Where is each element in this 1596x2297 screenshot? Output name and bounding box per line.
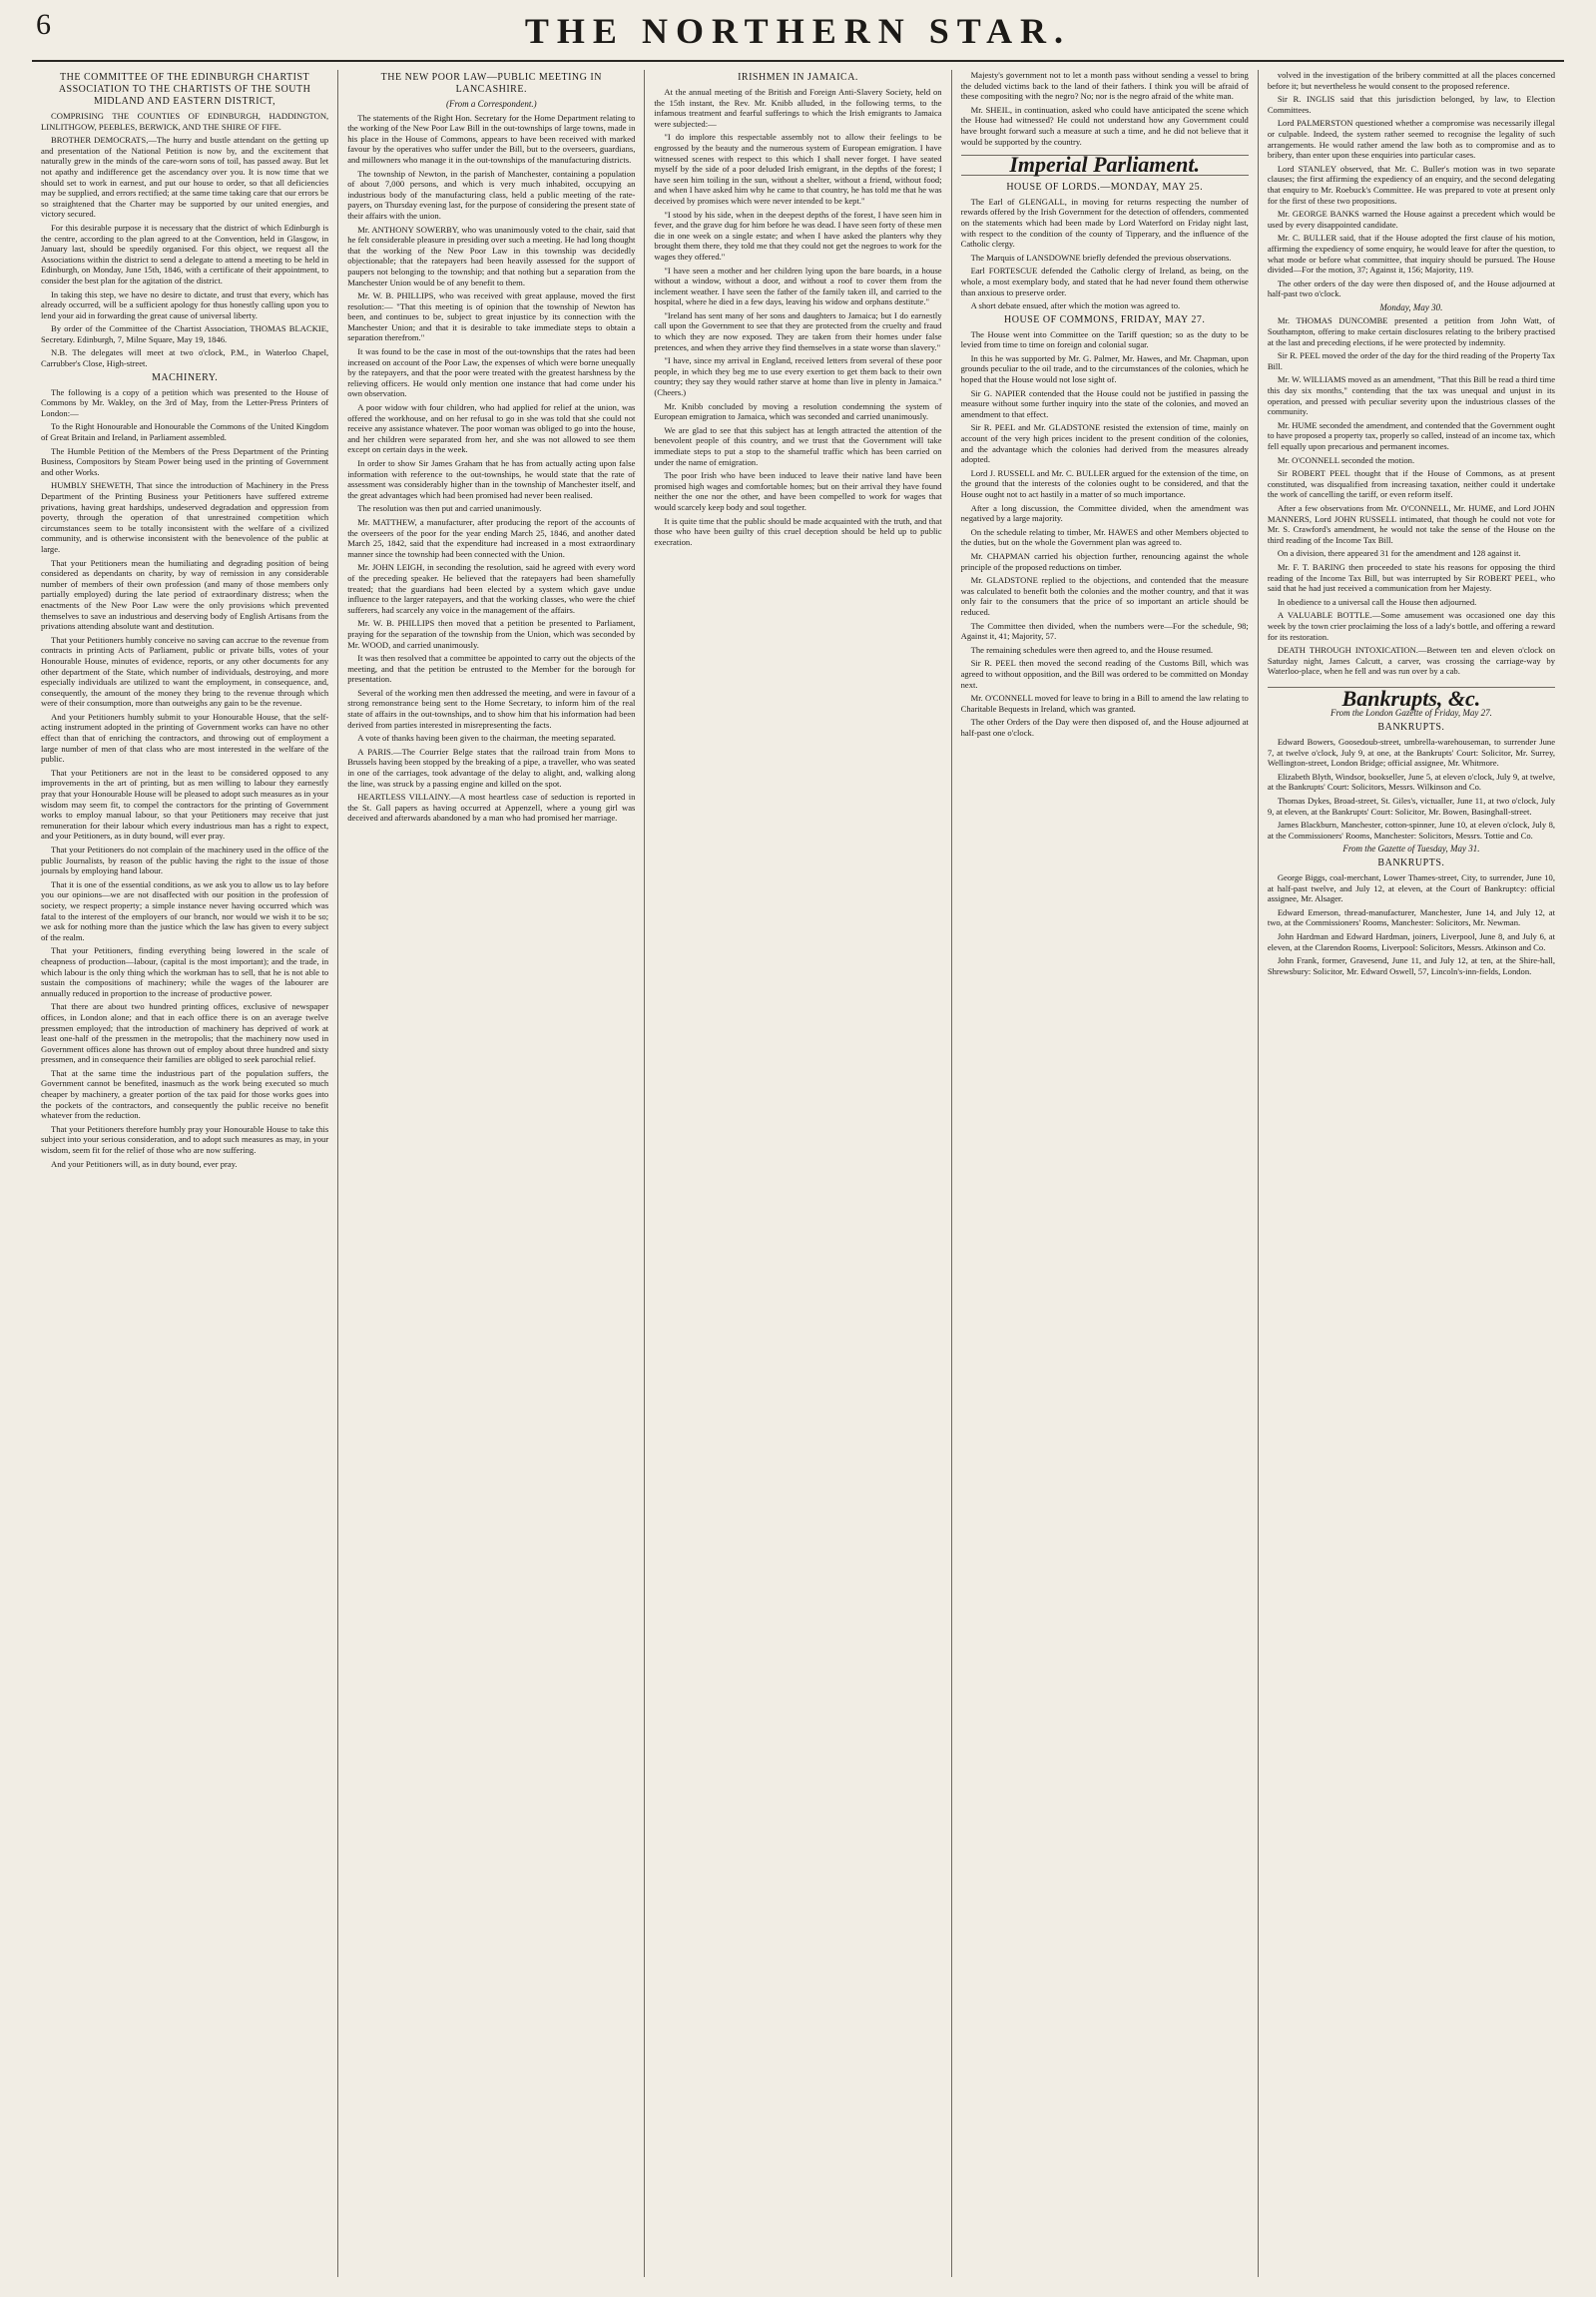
paragraph: COMPRISING THE COUNTIES OF EDINBURGH, HADDINGTON, LINLITHGOW, PEEBLES, BERWICK, AND THE SHIRE OF FIFE.: [41, 111, 329, 132]
paragraph: John Hardman and Edward Hardman, joiners, Liverpool, June 8, and July 6, at eleven, at the Clarendon Rooms, Liverpool: Solicitors, Messrs. Atkinson and Co.: [1267, 930, 1556, 952]
paragraph: "I stood by his side, when in the deepest depths of the forest, I have seen him in fever, and the grave dug for him before he was dead. I have seen forty of these men die in one week on a single estate; and when I have asked the planters why they brought them there, they told me that they could not get the negroes to work for the wages they offered.": [654, 209, 942, 262]
page-number: 6: [36, 8, 51, 41]
paragraph: By order of the Committee of the Chartist Association, THOMAS BLACKIE, Secretary. Edinburgh, 7, Milne Square, May 19, 1846.: [41, 323, 329, 344]
paragraph: The other orders of the day were then disposed of, and the House adjourned at half-past two o'clock.: [1267, 278, 1556, 299]
paragraph: Mr. JOHN LEIGH, in seconding the resolution, said he agreed with every word of the preceding speaker. He believed that the ratepayers had been shamefully treated; that the guardians had been elected by a system which gave undue influence to the larger ratepayers, and that the working classes, who were the chief sufferers, had scarcely any voice in the management of the affairs.: [347, 562, 636, 615]
paragraph: For this desirable purpose it is necessary that the district of which Edinburgh is the centre, according to the plan agreed to at the Convention, held in Glasgow, in January last, should be speedily organised. For this object, we request all the Associations within the district to send a delegate to attend a meeting to be held in Edinburgh, on Monday, June 15th, 1846, with a certificate of their appointment, to consider the best plan for the agitation of the district.: [41, 222, 329, 286]
paragraph: volved in the investigation of the bribery committed at all the places concerned before it; but nevertheless he would consent to the proposed reference.: [1267, 70, 1556, 91]
paragraph: "I do implore this respectable assembly not to allow their feelings to be engrossed by the beauty and the numerous system of European emigration. I have witnessed scenes with respect to this which I shall never forget. I have seated myself by the side of a poor deluded Irish emigrant, in the depths of the forest; I have seen him toiling in the sun, without a shelter, without a friend, without food; and when I have asked him why he came to that country, he has told me that he was deceived by promises which were never intended to be kept.": [654, 132, 942, 206]
paragraph: Thomas Dykes, Broad-street, St. Giles's, victualler, June 11, at two o'clock, July 9, at eleven, at the Bankrupts' Court: Solicitor, Mr. Bowen, Basinghall-street.: [1267, 796, 1556, 817]
paragraph: A short debate ensued, after which the motion was agreed to.: [970, 300, 1181, 311]
paragraph: That there are about two hundred printing offices, exclusive of newspaper offices, in London alone; and that in each office there is on an average twelve pressmen employed; that the introduction of machinery has deprived of work at least one-half of the pressmen in the metropolis; that the machinery now used in Government offices alone has thrown out of employ about three hundred and sixty pressmen, and in consequence their families are obliged to seek parochial relief.: [41, 1001, 329, 1065]
paragraph: That your Petitioners, finding everything being lowered in the scale of cheapness of production—labour, (capital is the most important); and the trade, in which labour is the only thing which the workman has to sell, that he is not able to sustain the compositions of machinery; while the wages of the labourer are annually reduced in proportion to the increase of productive power.: [41, 945, 329, 998]
paragraph: Mr. CHAPMAN carried his objection further, renouncing against the whole principle of the proposed reductions on timber.: [960, 550, 1249, 572]
article-columns: [32, 70, 1564, 2277]
paragraph: A VALUABLE BOTTLE.—Some amusement was occasioned one day this week by the town crier proclaiming the loss of a lady's bottle, and offering a reward for its restoration.: [1267, 610, 1556, 642]
paragraph: Sir R. PEEL and Mr. GLADSTONE resisted the extension of time, mainly on account of the very high prices incident to the present condition of the colonies, and the advantage which the colonies had derived from the measures already adopted.: [960, 422, 1249, 465]
paragraph: Mr. THOMAS DUNCOMBE presented a petition from John Watt, of Southampton, offering to make certain disclosures relating to the bribery practised at the last and preceding elections, if he were protected by indemnity.: [1267, 315, 1556, 347]
paragraph: James Blackburn, Manchester, cotton-spinner, June 10, at eleven o'clock, July 8, at the Commissioners' Rooms, Manchester: Solicitors, Messrs. Tottie and Co.: [1267, 820, 1556, 841]
paragraph: The resolution was then put and carried unanimously.: [357, 503, 542, 514]
paragraph: The statements of the Right Hon. Secretary for the Home Department relating to the working of the New Poor Law Bill in the out-townships of large towns, made in his place in the House of Commons, appears to have been received with marked favour by the operatives who suffer under the Bill, but to the overseers, guardians, and millowners who manage it in the out-townships of the manufacturing districts.: [347, 112, 636, 165]
paragraph: The remaining schedules were then agreed to, and the House resumed.: [970, 644, 1214, 655]
paragraph: That your Petitioners humbly conceive no saving can accrue to the revenue from contracts in printing Acts of Parliament, public or private bills, votes of your Honourable House, minutes of evidence, reports, or any other documents for any other department of the State, which number of individuals, destroying, and more especially individuals are utilized to want the employment, in consequence, and, consequently, the amount of the money they bring to the revenue through which were of their consumption, more than outweighs any gain to be the revenue.: [41, 634, 329, 709]
paragraph: After a long discussion, the Committee divided, when the amendment was negatived by a large majority.: [960, 502, 1249, 524]
paragraph: BROTHER DEMOCRATS,—The hurry and bustle attendant on the getting up and presentation of the National Petition is now by, and the excitement that naturally grew in the minds of the care-worn sons of toil, has passed away. But let not apathy and indifference get the ascendancy over you. It is now time that we should set to work in earnest, and put our house to order, so that all deficiencies may be supplied, and errors rectified; at the same time taking care that our errors be so straightened that the Charter may be supported by our united energies, and victory secured.: [41, 135, 329, 220]
paragraph: And your Petitioners humbly submit to your Honourable House, that the self-acting instrument adopted in the printing of Government works can have no other effect than that of enriching the contractors, and throwing out of employment a large number of men of that class who are most interested in the welfare of the public.: [41, 711, 329, 765]
section-heading: Bankrupts, &c.: [1268, 687, 1555, 705]
col-3: [645, 70, 951, 2277]
paragraph: The poor Irish who have been induced to leave their native land have been promised high wages and comfortable homes; but on their arrival they have found neither the one nor the other, and have been compelled to work for wages that would scarcely keep body and soul together.: [654, 470, 942, 512]
paragraph: That it is one of the essential conditions, as we ask you to allow us to lay before you our opinions—we are not disaffected with our position in the profession of society, we respect property; a simple instance never having occurred which was fatal to the interest of the employers of our branch, nor would we wish it to be so; we ask for nothing more than the justice which the law has given to every subject of the realm.: [41, 878, 329, 942]
paragraph: Sir ROBERT PEEL thought that if the House of Commons, as at present constituted, was disqualified from increasing taxation, neither could it undertake the work of cancelling the tariff, or even reform itself.: [1267, 468, 1556, 500]
paragraph: The Earl of GLENGALL, in moving for returns respecting the number of rewards offered by the Irish Government for the detection of offenders, commented on the statements which had been made by Lord Waterford on Friday night last, with respect to the condition of the county of Tipperary, and the influence of the Catholic clergy.: [960, 196, 1249, 250]
paragraph: Sir R. PEEL then moved the second reading of the Customs Bill, which was agreed to without opposition, and the Bill was ordered to be committed on Monday next.: [960, 658, 1249, 690]
paragraph: Mr. W. WILLIAMS moved as an amendment, "That this Bill be read a third time this day six months," contending that the tax was unequal and unjust in its operation, and pressed with peculiar severity upon the industrious classes of the community.: [1267, 374, 1556, 417]
article-heading: BANKRUPTS.: [1377, 722, 1445, 734]
paragraph: The Marquis of LANSDOWNE briefly defended the previous observations.: [970, 252, 1232, 263]
paragraph: And your Petitioners will, as in duty bound, ever pray.: [51, 1158, 238, 1169]
paragraph: The House went into Committee on the Tariff question; so as the duty to be levied from time to time on foreign and colonial sugar.: [960, 328, 1249, 350]
paragraph: At the annual meeting of the British and Foreign Anti-Slavery Society, held on the 15th instant, the Rev. Mr. Knibb alluded, in the following terms, to the infamous treatment and fearful sufferings to which the Irish emigrants to Jamaica were subjected:—: [654, 87, 942, 129]
paragraph: In obedience to a universal call the House then adjourned.: [1277, 596, 1477, 607]
paragraph: The Humble Petition of the Members of the Press Department of the Printing Business, Compositors by Steam Power being used in the printing of Government and other Works.: [41, 445, 329, 477]
paragraph: That your Petitioners are not in the least to be considered opposed to any improvements in the art of printing, but as men willing to labour they earnestly pray that your Honourable House will be pleased to adopt such measures as in your wisdom may seem fit, to compel the contractors for the printing of Government works to employ manual labour, so that your Petitioners may receive that just remuneration for their labour which every industrious man has a right to expect, and your Petitioners, as in duty bound, will ever pray.: [41, 767, 329, 842]
paragraph: To the Right Honourable and Honourable the Commons of the United Kingdom of Great Britain and Ireland, in Parliament assembled.: [41, 421, 329, 443]
sub-heading: (From a Correspondent.): [446, 99, 537, 109]
paragraph: HUMBLY SHEWETH, That since the introduction of Machinery in the Press Department of the Printing Business your Petitioners have suffered extreme privations, having great hardships, undeserved degradation and oppression from poverty, through the operation of that unrestrained competition which circumstances seem to be totally inconsistent with the welfare of a civilized community, and is otherwise inconsistent with the benevolence of the public at large.: [41, 480, 329, 554]
paragraph: The following is a copy of a petition which was presented to the House of Commons by Mr. Wakley, on the 3rd of May, from the Letter-Press Printers of London:—: [41, 386, 329, 418]
paragraph: N.B. The delegates will meet at two o'clock, P.M., in Waterloo Chapel, Carrubber's Close, High-street.: [41, 347, 329, 369]
paragraph: Mr. MATTHEW, a manufacturer, after producing the report of the accounts of the overseers of the poor for the year ending March 25, 1846, and another dated March 25, 1842, said that the expenditure had increased in a most extraordinary manner since the township had been connected with the Union.: [347, 516, 636, 559]
paragraph: Mr. GLADSTONE replied to the objections, and contended that the measure was calculated to benefit both the colonies and the mother country, and that it was only fair to the consumers that the price of so important an article should be reduced.: [960, 575, 1249, 617]
paragraph: Lord STANLEY observed, that Mr. C. Buller's motion was in two separate clauses; the first affirming the expediency of an enquiry, and the second delegating that enquiry to Mr. Roebuck's Committee. He was prepared to vote at present only for the first of these two propositions.: [1267, 163, 1556, 206]
paragraph: On the schedule relating to timber, Mr. HAWES and other Members objected to the duties, but on the whole the Government plan was agreed to.: [960, 526, 1249, 548]
col-1: [32, 70, 338, 2277]
paragraph: "Ireland has sent many of her sons and daughters to Jamaica; but I do earnestly call upon the Government to see that they are protected from the cruelty and fraud to which they are now exposed. They are taken from their homes under false pretences, and when they arrive they find themselves in a state worse than slavery.": [654, 309, 942, 352]
paragraph: George Biggs, coal-merchant, Lower Thames-street, City, to surrender, June 10, at half-past twelve, and July 12, at eleven, at the Court of Bankruptcy: official assignee, Mr. Alsager.: [1267, 872, 1556, 904]
paragraph: In order to show Sir James Graham that he has from actually acting upon false information with reference to the out-townships, he would state that the rate of assessment was considerably higher than in the township of Manchester itself, and the great advantages which had been promised had never been realised.: [347, 458, 636, 500]
paragraph: Sir G. NAPIER contended that the House could not be justified in passing the measure without some further inquiry into the state of the colonies, and moved an amendment to that effect.: [960, 387, 1249, 419]
article-heading: IRISHMEN IN JAMAICA.: [738, 72, 858, 83]
paragraph: Mr. C. BULLER said, that if the House adopted the first clause of his motion, affirming the expediency of some enquiry, he would leave for after the question, to what mode or before what committee, that inquiry should be pursued. The House divided—For the motion, 37; Against it, 156; Majority, 119.: [1267, 233, 1556, 276]
paragraph: That your Petitioners therefore humbly pray your Honourable House to take this subject into your serious consideration, and to adopt such measures as may, in your wisdom, seem fit for the relief of those who are now suffering.: [41, 1123, 329, 1156]
paragraph: Mr. Knibb concluded by moving a resolution condemning the system of European emigration to Jamaica, which was seconded and carried unanimously.: [654, 400, 942, 422]
paragraph: Edward Emerson, thread-manufacturer, Manchester, June 14, and July 12, at two, at the Commissioners' Rooms, Manchester: Solicitors, Mr. Newman.: [1267, 906, 1556, 928]
paragraph: A vote of thanks having been given to the chairman, the meeting separated.: [357, 733, 616, 744]
paragraph: Several of the working men then addressed the meeting, and were in favour of a strong remonstrance being sent to the Home Secretary, to inform him of the real state of affairs in the out-townships, and to show him that his information had been derived from parties interested in misrepresenting the facts.: [347, 687, 636, 730]
paragraph: A PARIS.—The Courrier Belge states that the railroad train from Mons to Brussels having been stopped by the breaking of a pipe, a traveller, who was seated in one of the carriages, took advantage of the delay to alight, and, walking along the line, was struck by a passing engine and killed on the spot.: [347, 746, 636, 789]
article-heading: BANKRUPTS.: [1377, 858, 1445, 868]
paragraph: In taking this step, we have no desire to dictate, and trust that every, which has already occurred, will be a sufficient apology for thus honestly calling upon you to lend your aid in forwarding the great cause of universal liberty.: [41, 288, 329, 320]
paragraph: In this he was supported by Mr. G. Palmer, Mr. Hawes, and Mr. Chapman, upon grounds peculiar to the oil trade, and to the circumstances of the colonies, which he hoped that the House would not lose sight of.: [960, 352, 1249, 385]
paragraph: Mr. W. B. PHILLIPS then moved that a petition be presented to Parliament, praying for the separation of the township from the Union, which was seconded by Mr. WOOD, and carried unanimously.: [347, 618, 636, 650]
section-heading: Imperial Parliament.: [961, 155, 1249, 176]
paragraph: That your Petitioners do not complain of the machinery used in the office of the public Journalists, by reason of the public having the right to the issue of those journals by employing hand labour.: [41, 845, 329, 876]
masthead: [32, 0, 1564, 62]
paragraph: Mr. HUME seconded the amendment, and contended that the Government ought to have proposed a property tax, properly so called, instead of an income tax, which fell equally upon precarious and permanent incomes.: [1267, 419, 1556, 451]
article-heading: THE NEW POOR LAW—PUBLIC MEETING IN LANCASHIRE.: [380, 72, 602, 95]
paragraph: DEATH THROUGH INTOXICATION.—Between ten and eleven o'clock on Saturday night, James Calcutt, a carver, was crossing the carriage-way by Waterloo-place, when he fell and was run over by a cab.: [1267, 645, 1556, 677]
paragraph: Sir R. PEEL moved the order of the day for the third reading of the Property Tax Bill.: [1267, 350, 1556, 371]
paragraph: It was then resolved that a committee be appointed to carry out the objects of the meeting, and that the petition be entrusted to the Member for the borough for presentation.: [347, 653, 636, 685]
paragraph: "I have, since my arrival in England, received letters from several of these poor people, in which they beg me to use every exertion to get them back to their own country; they say they would rather starve at home than live in plenty in Jamaica." (Cheers.): [654, 355, 942, 398]
paragraph: Earl FORTESCUE defended the Catholic clergy of Ireland, as being, on the whole, a most exemplary body, and stated that he had never found them otherwise than anxious to preserve order.: [960, 266, 1249, 297]
article-heading: MACHINERY.: [151, 371, 219, 383]
col-2: [338, 70, 645, 2277]
paragraph: Lord J. RUSSELL and Mr. C. BULLER argued for the extension of the time, on the ground that the interests of the colonies ought to be considered, and that the House ought not to act hastily in a matter of so much importance.: [960, 467, 1249, 499]
col-4: [952, 70, 1259, 2277]
paragraph: After a few observations from Mr. O'CONNELL, Mr. HUME, and Lord JOHN MANNERS, Lord JOHN RUSSELL intimated, that though he could not vote for Mr. S. Crawford's amendment, he would not take the sense of the House on the third reading of the Income Tax Bill.: [1267, 502, 1556, 545]
paragraph: It was found to be the case in most of the out-townships that the rates had been increased on account of the Poor Law, the expenses of which were borne unequally by the ratepayers, and that the poor were treated with the greatest harshness by the relieving officers. He would only mention one instance that had come under his own observation.: [347, 346, 636, 399]
paragraph: Mr. O'CONNELL seconded the motion.: [1277, 454, 1415, 465]
paragraph: "I have seen a mother and her children lying upon the bare boards, in a house without a window, without a door, and without a roof to cover them from the inclement weather. I have seen the father of the family taken ill, and carried to the hospital, where he died in a few days, leaving his widow and orphans destitute.": [654, 265, 942, 307]
paragraph: It is quite time that the public should be made acquainted with the truth, and that those who have been guilty of this cruel deception should be held up to public execration.: [654, 515, 942, 547]
paragraph: That your Petitioners mean the humiliating and degrading position of being considered as dependants on charity, by way of remission in any considerable number of members of their own profession (and many of those members only partially employed) during the late period of extraordinary distress; when the enactments of the New Poor Law were the only provisions which prevented themselves to save an industrious and deserving body of English Artisans from the privations attending absolute want and destitution.: [41, 557, 329, 632]
paragraph: John Frank, former, Gravesend, June 11, and July 12, at ten, at the Shire-hall, Shrewsbury: Solicitor, Mr. Edward Oswell, 57, Lincoln's-inn-fields, London.: [1267, 955, 1556, 976]
paragraph: The Committee then divided, when the numbers were—For the schedule, 98; Against it, 41; Majority, 57.: [960, 620, 1249, 642]
paragraph: Mr. GEORGE BANKS warned the House against a precedent which would be used by every disappointed candidate.: [1267, 209, 1556, 230]
paragraph: We are glad to see that this subject has at length attracted the attention of the benevolent people of this country, and we trust that the Government will take immediate steps to put a stop to the shameful traffic which has been carried on under the name of emigration.: [654, 424, 942, 467]
paragraph: The other Orders of the Day were then disposed of, and the House adjourned at half-past one o'clock.: [960, 717, 1249, 738]
paragraph: The township of Newton, in the parish of Manchester, containing a population of about 7,000 persons, and which is very much inhabited, occupying an industrious body of the manufacturing class, held a public meeting of the rate-payers, on Thursday evening last, for the purpose of considering the present state of their affairs with the union.: [347, 168, 636, 221]
article-heading: HOUSE OF COMMONS, FRIDAY, MAY 27.: [1004, 313, 1206, 325]
sub-heading: From the London Gazette of Friday, May 27.: [1330, 708, 1492, 719]
paragraph: Mr. F. T. BARING then proceeded to state his reasons for opposing the third reading of the Income Tax Bill, but was interrupted by Sir ROBERT PEEL, who said that he had just received a communication from her Majesty.: [1267, 561, 1556, 594]
paragraph: On a division, there appeared 31 for the amendment and 128 against it.: [1277, 548, 1521, 559]
paragraph: That at the same time the industrious part of the population suffers, the Government cannot be benefited, inasmuch as the work being executed so much cheaper by machinery, a greater portion of the tax paid for those works goes into the pockets of the contractors, and consequently the public receive no benefit whatever from the reduction.: [41, 1067, 329, 1121]
paragraph: Elizabeth Blyth, Windsor, bookseller, June 5, at eleven o'clock, July 9, at twelve, at the Bankrupts' Court: Solicitors, Messrs. Wilkinson and Co.: [1267, 771, 1556, 793]
paragraph: HEARTLESS VILLAINY.—A most heartless case of seduction is reported in the St. Gall papers as having occurred at Appenzell, where a young girl was deceived and afterwards abandoned by a man who had promised her marriage.: [347, 792, 636, 824]
paragraph: Majesty's government not to let a month pass without sending a vessel to bring the deluded victims back to the land of their fathers. I think you will be afraid of these compositing with the negro? No; nor is the negro afraid of the white man.: [960, 70, 1249, 102]
paragraph: Mr. ANTHONY SOWERBY, who was unanimously voted to the chair, said that he felt considerable pleasure in presiding over such a meeting. He had long thought that the working of the New Poor Law in this township was decidedly objectionable; that the ratepayers had been heavily assessed for the support of paupers not belonging to the township; and that nothing but a separation from the Manchester Union would be of any benefit to them.: [347, 224, 636, 287]
col-5: [1259, 70, 1564, 2277]
sub-heading: Monday, May 30.: [1379, 301, 1443, 312]
paragraph: Edward Bowers, Goosedoub-street, umbrella-warehouseman, to surrender June 7, at twelve o'clock, July 9, at one, at the Bankrupts' Court: Solicitor, Mr. Surrey, Wellington-street, London Bridge; official assignee, Mr. Whitmore.: [1267, 737, 1556, 769]
paragraph: A poor widow with four children, who had applied for relief at the union, was offered the workhouse, and on her refusal to go in she was told that she could not receive any assistance whatever. The poor woman was obliged to go into the house, and her children were separated from her, and she was not allowed to see them except on certain days in the week.: [347, 402, 636, 455]
article-heading: THE COMMITTEE OF THE EDINBURGH CHARTIST ASSOCIATION TO THE CHARTISTS OF THE SOUTH MIDLAND AND EASTERN DISTRICT,: [58, 72, 311, 107]
article-heading: HOUSE OF LORDS.—MONDAY, MAY 25.: [1006, 181, 1204, 193]
paragraph: Mr. O'CONNELL moved for leave to bring in a Bill to amend the law relating to Charitable Bequests in Ireland, which was granted.: [960, 693, 1249, 714]
paragraph: Mr. W. B. PHILLIPS, who was received with great applause, moved the first resolution:— "That this meeting is of opinion that the township of Newton has been, and continues to be, subject to great injustice by its connection with the Manchester Union; and that it is desirable to take immediate steps to obtain a separation therefrom.": [347, 290, 636, 343]
paragraph: Sir R. INGLIS said that this jurisdiction belonged, by law, to Election Committees.: [1267, 94, 1556, 115]
paragraph: Lord PALMERSTON questioned whether a compromise was necessarily illegal or culpable. Indeed, the system rather seemed to recognise the legality of such arrangements. He would rather amend the law both as to compromise and as to bribery, than enter upon these enquiries into particular cases.: [1267, 118, 1556, 161]
sub-heading: From the Gazette of Tuesday, May 31.: [1342, 844, 1480, 855]
paragraph: Mr. SHEIL, in continuation, asked who could have anticipated the scene which the House had witnessed? He could not understand how any Government could have brought forward such a measure at such a time, and he did not believe that it would be supported by the country.: [960, 104, 1249, 147]
newspaper-title: THE NORTHERN STAR.: [524, 11, 1072, 51]
